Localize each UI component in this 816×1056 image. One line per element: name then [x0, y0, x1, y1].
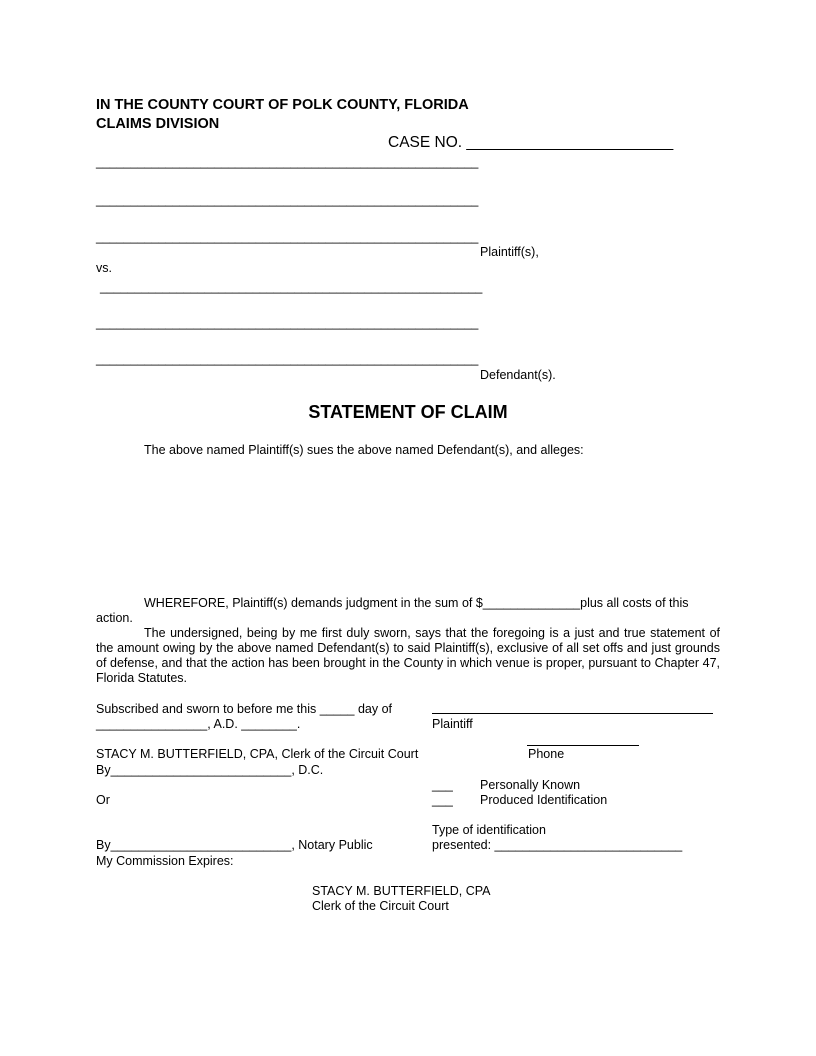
- personally-known-label: Personally Known: [480, 778, 581, 792]
- defendant-name-line-3[interactable]: _______________________________________________________: [96, 352, 479, 366]
- plaintiff-name-line-3[interactable]: _______________________________________________________: [96, 230, 479, 244]
- oath-text: The undersigned, being by me first duly sworn, says that the foregoing is a just and true statement of the amount owing by the above named Defendant(s) to said Plaintiff(s), exclusive of all set offs and just grounds of defense, and that the action has been brought in the County in which venue is proper, pursuant to Chapter 47, Florida Statutes.: [96, 626, 720, 685]
- id-presented-field[interactable]: presented: ___________________________: [432, 838, 683, 852]
- phone-label: Phone: [528, 747, 565, 761]
- court-heading: IN THE COUNTY COURT OF POLK COUNTY, FLORIDA: [96, 97, 469, 113]
- defendant-label: Defendant(s).: [480, 368, 556, 382]
- document-title: STATEMENT OF CLAIM: [308, 402, 508, 422]
- notary-signature-line[interactable]: By__________________________, Notary Public: [96, 838, 373, 852]
- division-heading: CLAIMS DIVISION: [96, 116, 220, 132]
- commission-expires-label: My Commission Expires:: [96, 854, 234, 868]
- defendant-name-line-2[interactable]: _______________________________________________________: [96, 316, 479, 330]
- plaintiff-name-line-2[interactable]: _______________________________________________________: [96, 193, 479, 207]
- clerk-title: Clerk of the Circuit Court: [312, 899, 449, 913]
- produced-id-checkbox[interactable]: ___: [432, 793, 453, 807]
- wherefore-clause: WHEREFORE, Plaintiff(s) demands judgment in the sum of $______________plus all costs of this: [144, 596, 689, 610]
- wherefore-clause-end: action.: [96, 611, 133, 625]
- versus-label: vs.: [96, 261, 112, 275]
- clerk-name: STACY M. BUTTERFIELD, CPA: [312, 884, 491, 898]
- plaintiff-name-line-1[interactable]: _______________________________________________________: [96, 155, 479, 169]
- deputy-clerk-signature-line[interactable]: By__________________________, D.C.: [96, 763, 324, 777]
- defendant-name-line-1[interactable]: _______________________________________________________: [100, 280, 483, 294]
- plaintiff-signature-label: Plaintiff: [432, 717, 473, 731]
- type-of-id-label: Type of identification: [432, 823, 546, 837]
- plaintiff-signature-rule[interactable]: [432, 713, 713, 714]
- date-ad-line[interactable]: ________________, A.D. ________.: [96, 717, 301, 731]
- clerk-court-line: STACY M. BUTTERFIELD, CPA, Clerk of the Circuit Court: [96, 747, 419, 761]
- subscribed-sworn-line: Subscribed and sworn to before me this _____ day of: [96, 702, 393, 716]
- allegation-intro: The above named Plaintiff(s) sues the above named Defendant(s), and alleges:: [144, 443, 584, 457]
- phone-rule[interactable]: [527, 745, 639, 746]
- personally-known-checkbox[interactable]: ___: [432, 778, 453, 792]
- plaintiff-label: Plaintiff(s),: [480, 245, 539, 259]
- oath-paragraph: [96, 626, 720, 686]
- case-number-field[interactable]: CASE NO. ________________________: [388, 134, 674, 151]
- produced-id-label: Produced Identification: [480, 793, 608, 807]
- or-label: Or: [96, 793, 110, 807]
